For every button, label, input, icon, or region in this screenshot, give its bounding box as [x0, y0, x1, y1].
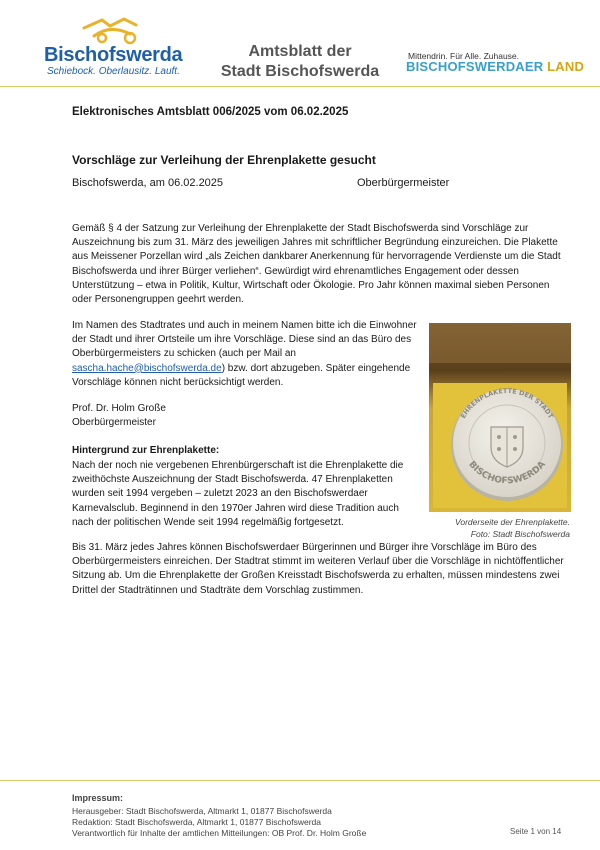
logo-tagline: Schiebock. Oberlausitz. Lauft.: [47, 66, 180, 77]
region-brand-a: BISCHOFSWERDAER: [406, 59, 548, 74]
gazette-title-line2: Stadt Bischofswerda: [220, 63, 380, 80]
region-tagline: Mittendrin. Für Alle. Zuhause.: [408, 51, 520, 61]
signature: [72, 402, 166, 430]
logo-wordmark: Bischofswerda: [44, 44, 183, 66]
imprint-publisher: Herausgeber: Stadt Bischofswerda, Altmarkt 1, 01877 Bischofswerda: [72, 806, 332, 816]
region-brand-b: LAND: [547, 59, 585, 74]
paragraph-background: Nach der noch nie vergebenen Ehrenbürgerschaft ist die Ehrenplakette die zweithöchste Auszeichnung der Stadt Bischofswerda. 47 Ehrenplaketten wurden seit 1994 vergeben – zuletzt 2023 an den Bischofswerdaer Karnevalsclub. Beginnend in den 1970er Jahren wird diese Tradition auch nach der politischen Wende seit 1994 regelmäßig fortgesetzt.: [72, 460, 404, 528]
photo-caption: [420, 516, 570, 540]
request-text-before: Im Namen des Stadtrates und auch in meinem Namen bitte ich die Einwohner der Stadt und ihrer Ortsteile um ihre Vorschläge. Diese sind an das Büro des Oberbürgermeisters zu schicken (auch per Mail an: [72, 320, 417, 360]
plaque-photo: [429, 323, 571, 512]
region-brand: [406, 59, 584, 74]
paragraph-request: [72, 319, 417, 390]
gazette-title: [200, 42, 400, 82]
imprint-responsible: Verantwortlich für Inhalte der amtlichen Mitteilungen: OB Prof. Dr. Holm Große: [72, 828, 367, 838]
footer-divider: [0, 780, 600, 781]
email-link[interactable]: sascha.hache@bischofswerda.de: [72, 362, 222, 374]
article-headline: Vorschläge zur Verleihung der Ehrenplakette gesucht: [72, 153, 376, 167]
signature-role: Oberbürgermeister: [72, 417, 156, 429]
header-divider: [0, 86, 600, 87]
request-text-after: ) bzw. dort abzugeben. Später eingehende Vorschläge können nicht berücksichtigt werden.: [72, 362, 411, 388]
signature-name: Prof. Dr. Holm Große: [72, 403, 166, 414]
author-role: Oberbürgermeister: [357, 177, 450, 189]
plaque-text-top: EHRENPLAKETTE DER STADT: [459, 386, 555, 420]
paragraph-statute: Gemäß § 4 der Satzung zur Verleihung der Ehrenplakette der Stadt Bischofswerda sind Vorschläge zur Auszeichnung bis zum 31. März des jeweiligen Jahres mit schriftlicher Begründung einzureichen. Die Plakette aus Meissener Porzellan wird „als Zeichen dankbarer Anerkennung für hervorragende Verdienste um die Stadt Bischofswerda und ihrer Bürger verliehen“. Gewürdigt wird ehrenamtliches Engagement oder dessen Unterstützung – etwa in Politik, Kultur, Wirtschaft oder Ökologie. Pro Jahr können maximal sieben Personen oder Personengruppen geehrt werden.: [72, 223, 561, 306]
edition-line: Elektronisches Amtsblatt 006/2025 vom 06.02.2025: [72, 106, 349, 118]
page-number: Seite 1 von 14: [510, 827, 562, 836]
bischofswerda-logo-icon: [80, 16, 140, 46]
background-heading: Hintergrund zur Ehrenplakette:: [72, 445, 220, 456]
imprint-editorial: Redaktion: Stadt Bischofswerda, Altmarkt 1, 01877 Bischofswerda: [72, 817, 321, 827]
photo-caption-line1: Vorderseite der Ehrenplakette.: [455, 517, 570, 527]
photo-caption-line2: Foto: Stadt Bischofswerda: [470, 529, 570, 539]
plaque-text-bottom: BISCHOFSWERDA: [466, 459, 548, 487]
place-date: Bischofswerda, am 06.02.2025: [72, 177, 224, 189]
paragraph-procedure: Bis 31. März jedes Jahres können Bischofswerdaer Bürgerinnen und Bürger ihre Vorschläge im Büro des Oberbürgermeisters einreichen. Der Stadtrat stimmt im weiteren Verlauf über die Vorschläge in nichtöffentlicher Sitzung ab. Um die Ehrenplakette der Großen Kreisstadt Bischofswerda zu erhalten, müssen mindestens zwei Drittel der Stadträtinnen und Stadträte dem Vorschlag zustimmen.: [72, 542, 564, 596]
gazette-title-line1: Amtsblatt der: [248, 43, 352, 60]
imprint-label: Impressum:: [72, 793, 124, 803]
